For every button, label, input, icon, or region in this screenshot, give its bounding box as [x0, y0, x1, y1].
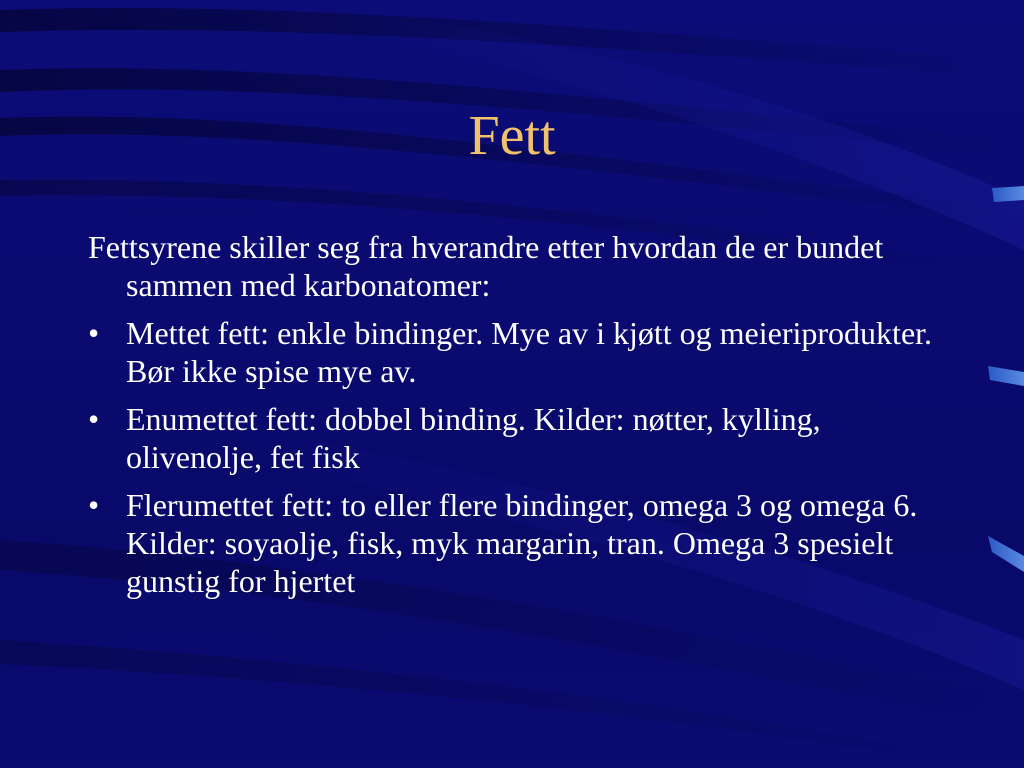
- bullet-dot-icon: •: [88, 401, 100, 437]
- slide-body: [88, 228, 938, 610]
- accent-mark: [988, 536, 1024, 572]
- bullet-item: [88, 486, 938, 600]
- bullet-dot-icon: •: [88, 315, 100, 351]
- bullet-item: [88, 400, 938, 476]
- slide-title: Fett: [468, 105, 556, 167]
- bullet-text: Enumettet fett: dobbel binding. Kilder: nøtter, kylling, olivenolje, fet fisk: [126, 401, 821, 475]
- intro-paragraph: Fettsyrene skiller seg fra hverandre etter hvordan de er bundet sammen med karbonatomer:: [88, 229, 884, 303]
- accent-mark: [992, 186, 1024, 202]
- swoosh-band: [0, 640, 1024, 768]
- bullet-text: Mettet fett: enkle bindinger. Mye av i kjøtt og meieriprodukter. Bør ikke spise mye av.: [126, 315, 933, 389]
- bullet-item: [88, 314, 938, 390]
- bullet-dot-icon: •: [88, 487, 100, 523]
- bullet-text: Flerumettet fett: to eller flere bindinger, omega 3 og omega 6. Kilder: soyaolje, fisk, myk margarin, tran. Omega 3 spesielt gunstig for hjertet: [126, 487, 918, 599]
- accent-mark: [988, 366, 1024, 386]
